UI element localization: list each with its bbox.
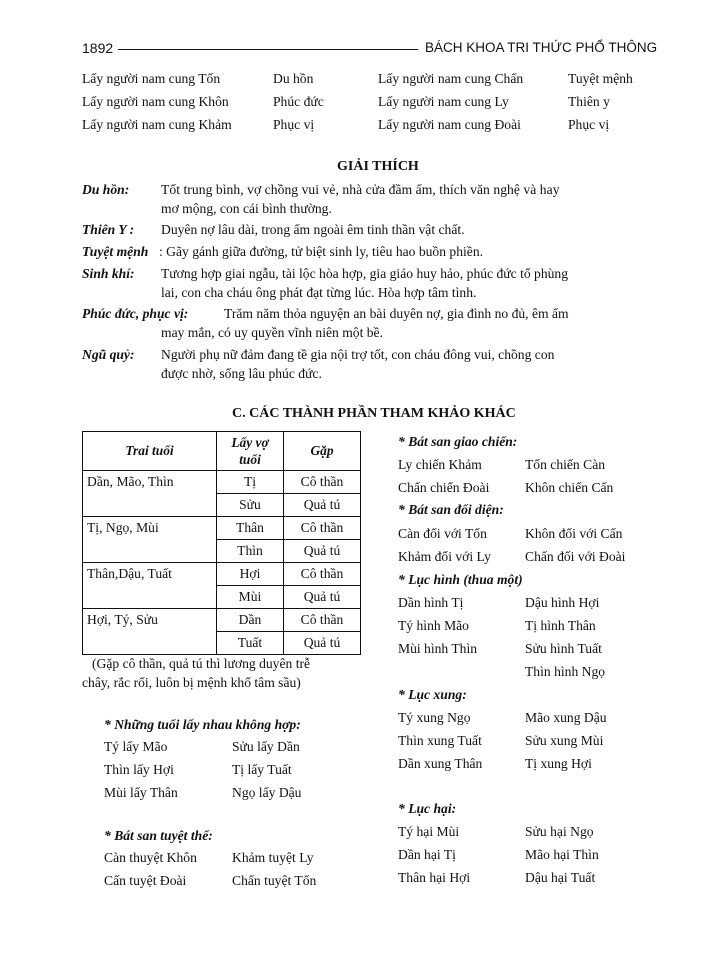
table-row xyxy=(83,609,361,632)
table-row xyxy=(83,471,361,494)
wife-age-cell: Thân xyxy=(217,517,284,540)
header-meet: Gặp xyxy=(284,432,361,471)
list-item: Khảm đối với Ly xyxy=(398,549,491,564)
list-item: Sửu hình Tuất xyxy=(525,641,602,656)
list-item: Mão xung Dậu xyxy=(525,710,607,725)
list-item: Ngọ lấy Dậu xyxy=(232,785,302,800)
pair-person: Lấy người nam cung Chấn xyxy=(378,71,524,86)
pair-person: Lấy người nam cung Khảm xyxy=(82,117,232,132)
male-age-cell: Dần, Mão, Thìn xyxy=(83,471,217,494)
header-wife-age: Lấy vợ tuổi xyxy=(217,432,284,471)
pair-person: Lấy người nam cung Ly xyxy=(378,94,509,109)
page-number: 1892 xyxy=(82,40,114,56)
group-title: * Những tuổi lấy nhau không hợp: xyxy=(104,717,301,732)
pair-result: Du hồn xyxy=(273,71,314,86)
term-thien-y: Thiên Y : xyxy=(82,222,135,237)
list-item: Dần hình Tị xyxy=(398,595,464,610)
group-title: * Lục hại: xyxy=(398,801,457,816)
group-title: * Bát san đối diện: xyxy=(398,502,504,517)
meet-cell: Quả tú xyxy=(284,632,361,655)
list-item: Khảm tuyệt Ly xyxy=(232,850,314,865)
list-item: Dậu hại Tuất xyxy=(525,870,596,885)
list-item: Thân hại Hợi xyxy=(398,870,471,885)
term-du-hon: Du hồn: xyxy=(82,182,130,197)
list-item: Tý hình Mão xyxy=(398,618,469,633)
meet-cell: Cô thần xyxy=(284,609,361,632)
term-tuyet-menh: Tuyệt mệnh xyxy=(82,244,149,259)
table-row xyxy=(83,586,361,609)
list-item: Mão hại Thìn xyxy=(525,847,599,862)
list-item: Ly chiến Khảm xyxy=(398,457,482,472)
list-item: Chấn tuyệt Tốn xyxy=(232,873,317,888)
table-row xyxy=(83,563,361,586)
list-item: Sửu xung Mùi xyxy=(525,733,604,748)
wife-age-cell: Tị xyxy=(217,471,284,494)
list-item: Tý xung Ngọ xyxy=(398,710,471,725)
list-item: Chấn đối với Đoài xyxy=(525,549,626,564)
definition-line: Trăm năm thỏa nguyện an bài duyên nợ, gia đình no đủ, êm ấm xyxy=(224,306,569,321)
list-item: Dần xung Thân xyxy=(398,756,483,771)
wife-age-cell: Hợi xyxy=(217,563,284,586)
list-item: Sửu lấy Dần xyxy=(232,739,300,754)
table-row xyxy=(83,632,361,655)
list-item: Tị lấy Tuất xyxy=(232,762,292,777)
list-item: Tý lấy Mão xyxy=(104,739,168,754)
table-row xyxy=(83,494,361,517)
list-item: Càn đối với Tốn xyxy=(398,526,487,541)
definition-line: Tốt trung bình, vợ chồng vui vẻ, nhà cửa đầm ấm, thích văn nghệ và hay xyxy=(161,182,560,197)
list-item: Càn thuyệt Khôn xyxy=(104,850,197,865)
list-item: Tị xung Hợi xyxy=(525,756,592,771)
list-item: Chấn chiến Đoài xyxy=(398,480,490,495)
list-item: Cấn tuyệt Đoài xyxy=(104,873,187,888)
group-title: * Bát san giao chiến: xyxy=(398,434,518,449)
pair-person: Lấy người nam cung Tốn xyxy=(82,71,221,86)
definition-line: : Gãy gánh giữa đường, tử biệt sinh ly, tiêu hao buồn phiền. xyxy=(159,244,484,259)
list-item: Khôn chiến Cấn xyxy=(525,480,614,495)
definition-line: mơ mộng, con cái bình thường. xyxy=(161,201,332,216)
list-item: Thìn xung Tuất xyxy=(398,733,482,748)
meet-cell: Quả tú xyxy=(284,494,361,517)
male-age-cell: Tị, Ngọ, Mùi xyxy=(83,517,217,540)
explain-title: GIẢI THÍCH xyxy=(337,159,419,174)
wife-age-cell: Sửu xyxy=(217,494,284,517)
definition-line: Tương hợp giai ngẫu, tài lộc hòa hợp, gia giáo huy hảo, phúc đức tổ phùng xyxy=(161,266,569,281)
pair-result: Phục vị xyxy=(568,117,610,132)
list-item: Mùi lấy Thân xyxy=(104,785,178,800)
definition-line: Người phụ nữ đảm đang tề gia nội trợ tốt, con cháu đông vui, chồng con xyxy=(161,347,555,362)
marriage-table xyxy=(82,431,361,655)
table-row xyxy=(83,517,361,540)
male-age-cell: Thân,Dậu, Tuất xyxy=(83,563,217,586)
definition-line: Duyên nợ lâu dài, trong ấm ngoài êm tinh thần vật chất. xyxy=(161,222,465,237)
list-item: Tý hại Mùi xyxy=(398,824,460,839)
wife-age-cell: Tuất xyxy=(217,632,284,655)
term-ngu-quy: Ngũ quỷ: xyxy=(82,347,135,362)
table-note: (Gặp cô thần, quả tú thì lương duyên trễ xyxy=(92,656,311,671)
male-age-cell: Hợi, Tý, Sửu xyxy=(83,609,217,632)
header-rule xyxy=(118,49,418,50)
meet-cell: Cô thần xyxy=(284,517,361,540)
definition-line: được nhờ, sống lâu phúc đức. xyxy=(161,366,322,381)
list-item: Khôn đối với Cấn xyxy=(525,526,623,541)
wife-age-cell: Thìn xyxy=(217,540,284,563)
list-item: Mùi hình Thìn xyxy=(398,641,478,656)
table-row xyxy=(83,540,361,563)
list-item: Dậu hình Hợi xyxy=(525,595,600,610)
pair-person: Lấy người nam cung Khôn xyxy=(82,94,229,109)
pair-result: Phục vị xyxy=(273,117,315,132)
term-sinh-khi: Sinh khí: xyxy=(82,266,135,281)
pair-result: Phúc đức xyxy=(273,94,324,109)
header-male-age: Trai tuổi xyxy=(83,432,217,471)
definition-line: may mắn, có uy quyền vĩnh niên một bề. xyxy=(161,325,383,340)
list-item: Thìn lấy Hợi xyxy=(104,762,174,777)
list-item: Tị hình Thân xyxy=(525,618,596,633)
table-note: chây, rắc rối, luôn bị mệnh khổ tâm sầu) xyxy=(82,675,301,690)
list-item: Sửu hại Ngọ xyxy=(525,824,594,839)
list-item: Dần hại Tị xyxy=(398,847,456,862)
list-item: Tốn chiến Càn xyxy=(525,457,606,472)
meet-cell: Quả tú xyxy=(284,540,361,563)
wife-age-cell: Dần xyxy=(217,609,284,632)
meet-cell: Cô thần xyxy=(284,471,361,494)
pair-result: Tuyệt mệnh xyxy=(568,71,633,86)
pair-person: Lấy người nam cung Đoài xyxy=(378,117,521,132)
group-title: * Bát san tuyệt thể: xyxy=(104,828,213,843)
group-title: * Lục xung: xyxy=(398,687,467,702)
wife-age-cell: Mùi xyxy=(217,586,284,609)
section-c-title: C. CÁC THÀNH PHẦN THAM KHẢO KHÁC xyxy=(232,406,516,421)
definition-line: lai, con cha cháu ông phát đạt từng lúc. Hòa hợp tâm tình. xyxy=(161,285,477,300)
meet-cell: Cô thần xyxy=(284,563,361,586)
term-phuc-duc-phuc-vi: Phúc đức, phục vị: xyxy=(82,306,189,321)
group-title: * Lục hình (thua một) xyxy=(398,572,523,587)
meet-cell: Quả tú xyxy=(284,586,361,609)
list-item: Thìn hình Ngọ xyxy=(525,664,606,679)
pair-result: Thiên y xyxy=(568,94,610,109)
book-title: BÁCH KHOA TRI THỨC PHỔ THÔNG xyxy=(425,40,658,55)
